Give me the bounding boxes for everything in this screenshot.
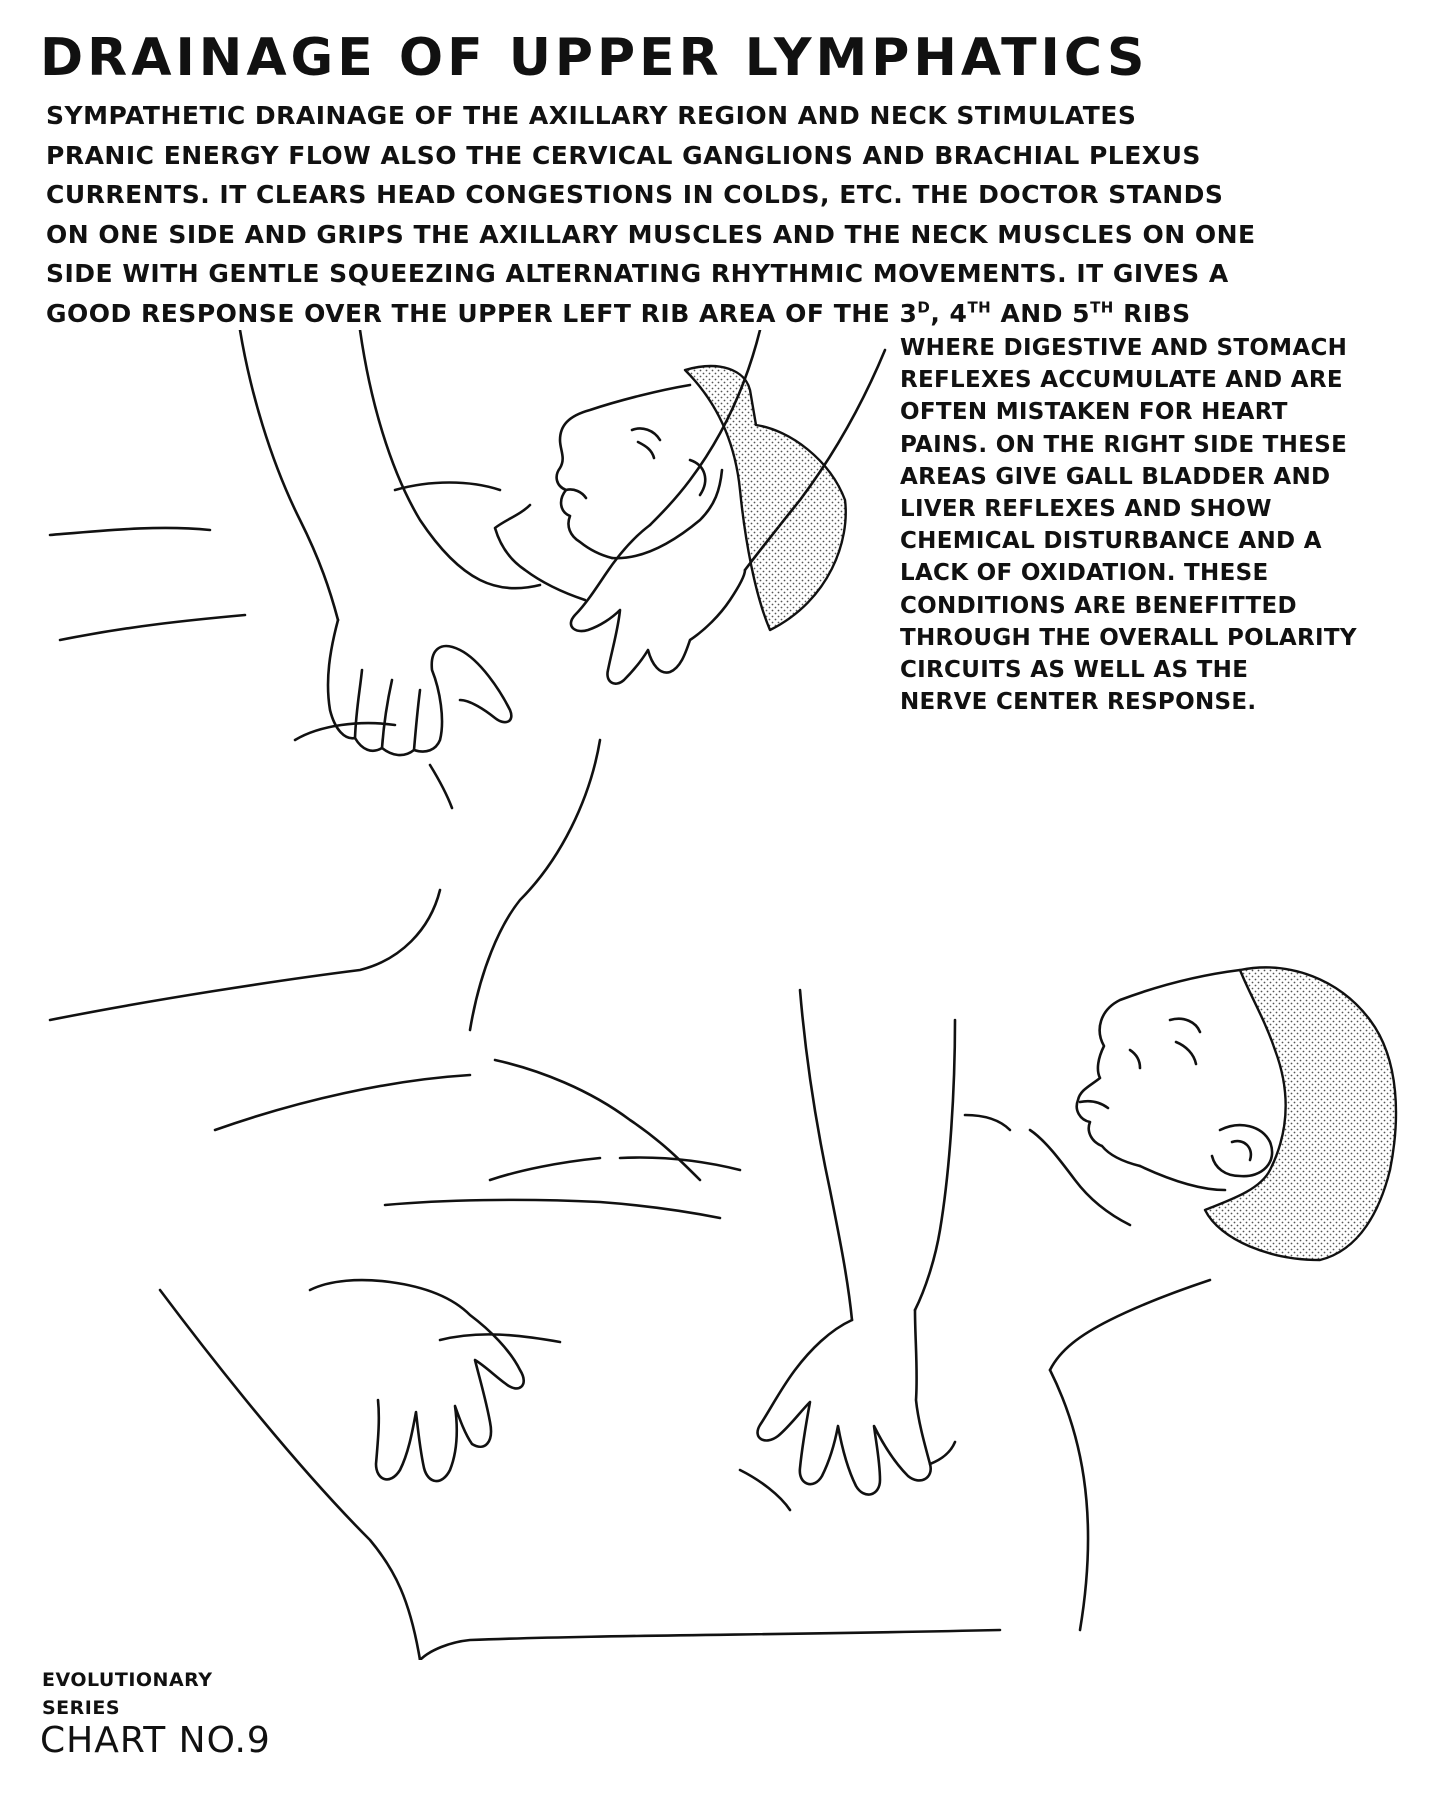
lower-patient-ear xyxy=(1232,1141,1251,1160)
lower-patient-ribs xyxy=(740,1470,790,1510)
intro-line: ON ONE SIDE AND GRIPS THE AXILLARY MUSCLES AND THE NECK MUSCLES ON ONE xyxy=(46,219,1256,249)
intro-line-last xyxy=(46,294,1406,334)
ordinal-suffix: TH xyxy=(1090,298,1114,317)
doctor-left-arm xyxy=(240,330,338,620)
ordinal-suffix: TH xyxy=(967,298,992,317)
lower-patient-torso xyxy=(160,1290,420,1660)
intro-line: PRANIC ENERGY FLOW ALSO THE CERVICAL GANGLIONS AND BRACHIAL PLEXUS xyxy=(46,140,1201,170)
intro-paragraph xyxy=(46,96,1406,333)
upper-patient-face xyxy=(557,385,690,558)
side-line: LIVER REFLEXES AND SHOW xyxy=(900,496,1272,523)
upper-patient-hair xyxy=(685,366,846,630)
upper-patient-eye xyxy=(632,428,660,440)
series-line: SERIES xyxy=(42,1697,121,1719)
doctor-left-arm xyxy=(360,330,540,588)
lower-patient-eye xyxy=(1170,1019,1200,1032)
upper-patient-shoulder xyxy=(395,483,500,491)
intro-line: CURRENTS. IT CLEARS HEAD CONGESTIONS IN COLDS, ETC. THE DOCTOR STANDS xyxy=(46,180,1224,209)
side-line: WHERE DIGESTIVE AND STOMACH xyxy=(900,335,1348,361)
side-line: OFTEN MISTAKEN FOR HEART xyxy=(900,399,1288,426)
side-line: LACK OF OXIDATION. THESE xyxy=(900,560,1269,587)
side-line: PAINS. ON THE RIGHT SIDE THESE xyxy=(900,431,1348,458)
side-line: CIRCUITS AS WELL AS THE xyxy=(900,657,1249,684)
upper-patient-figure xyxy=(50,330,885,1030)
ordinal-suffix: D xyxy=(917,298,931,317)
doctor-lower-right-arm xyxy=(800,990,852,1320)
lower-patient-chest xyxy=(490,1158,600,1180)
doctor-lower-right-hand xyxy=(930,1442,955,1464)
intro-text: AND 5 xyxy=(991,298,1091,328)
upper-patient-chest xyxy=(430,765,452,808)
lower-patient-shoulder xyxy=(965,1115,1010,1130)
lower-patient-shoulder xyxy=(1050,1280,1210,1370)
chart-number: CHART NO.9 xyxy=(40,1720,271,1761)
lower-patient-chest xyxy=(385,1200,720,1218)
lower-patient-eye xyxy=(1130,1050,1140,1068)
doctor-lower-left-hand xyxy=(310,1280,524,1481)
upper-patient-eye xyxy=(638,442,654,458)
upper-patient-torso xyxy=(470,740,600,1030)
side-line: REFLEXES ACCUMULATE AND ARE xyxy=(900,367,1343,394)
lower-patient-neck xyxy=(1030,1130,1130,1225)
lower-patient-jaw xyxy=(1140,1166,1225,1190)
side-line: NERVE CENTER RESPONSE. xyxy=(900,689,1257,716)
side-line: THROUGH THE OVERALL POLARITY xyxy=(900,624,1357,651)
lower-patient-torso xyxy=(420,1630,1000,1660)
doctor-lower-right-arm xyxy=(915,1020,955,1310)
doctor-lower-left-arm xyxy=(495,1060,700,1180)
lower-patient-torso xyxy=(1050,1370,1088,1630)
doctor-left-fingers xyxy=(355,670,362,738)
lower-patient-eye xyxy=(1176,1042,1196,1064)
lower-patient-face xyxy=(1077,970,1240,1166)
lower-patient-hair xyxy=(1205,967,1396,1260)
side-line: CONDITIONS ARE BENEFITTED xyxy=(900,592,1297,619)
lower-patient-chest xyxy=(215,1075,470,1130)
doctor-left-fingers xyxy=(382,680,392,748)
upper-patient-chest xyxy=(60,615,245,640)
lower-patient-ear xyxy=(1212,1125,1272,1176)
intro-text: GOOD RESPONSE OVER THE UPPER LEFT RIB AREA OF THE 3 xyxy=(46,298,918,328)
intro-text: , 4 xyxy=(930,298,968,328)
treatment-illustration xyxy=(0,330,1439,1660)
upper-patient-mouth xyxy=(566,489,586,498)
upper-patient-chest xyxy=(50,528,210,535)
doctor-lower-right-hand xyxy=(758,1310,931,1495)
intro-text: RIBS xyxy=(1113,298,1191,328)
upper-patient-torso xyxy=(50,890,440,1020)
series-line: EVOLUTIONARY xyxy=(42,1669,213,1691)
intro-line: SIDE WITH GENTLE SQUEEZING ALTERNATING RHYTHMIC MOVEMENTS. IT GIVES A xyxy=(46,259,1229,288)
series-label xyxy=(42,1666,213,1722)
side-line: CHEMICAL DISTURBANCE AND A xyxy=(900,528,1322,555)
lower-patient-mouth xyxy=(1080,1101,1108,1108)
side-line: AREAS GIVE GALL BLADDER AND xyxy=(900,463,1331,490)
page-title: DRAINAGE OF UPPER LYMPHATICS xyxy=(40,28,1149,88)
lower-patient-figure xyxy=(160,967,1396,1660)
doctor-left-fingers xyxy=(414,690,420,750)
intro-line: SYMPATHETIC DRAINAGE OF THE AXILLARY REGION AND NECK STIMULATES xyxy=(46,101,1137,130)
